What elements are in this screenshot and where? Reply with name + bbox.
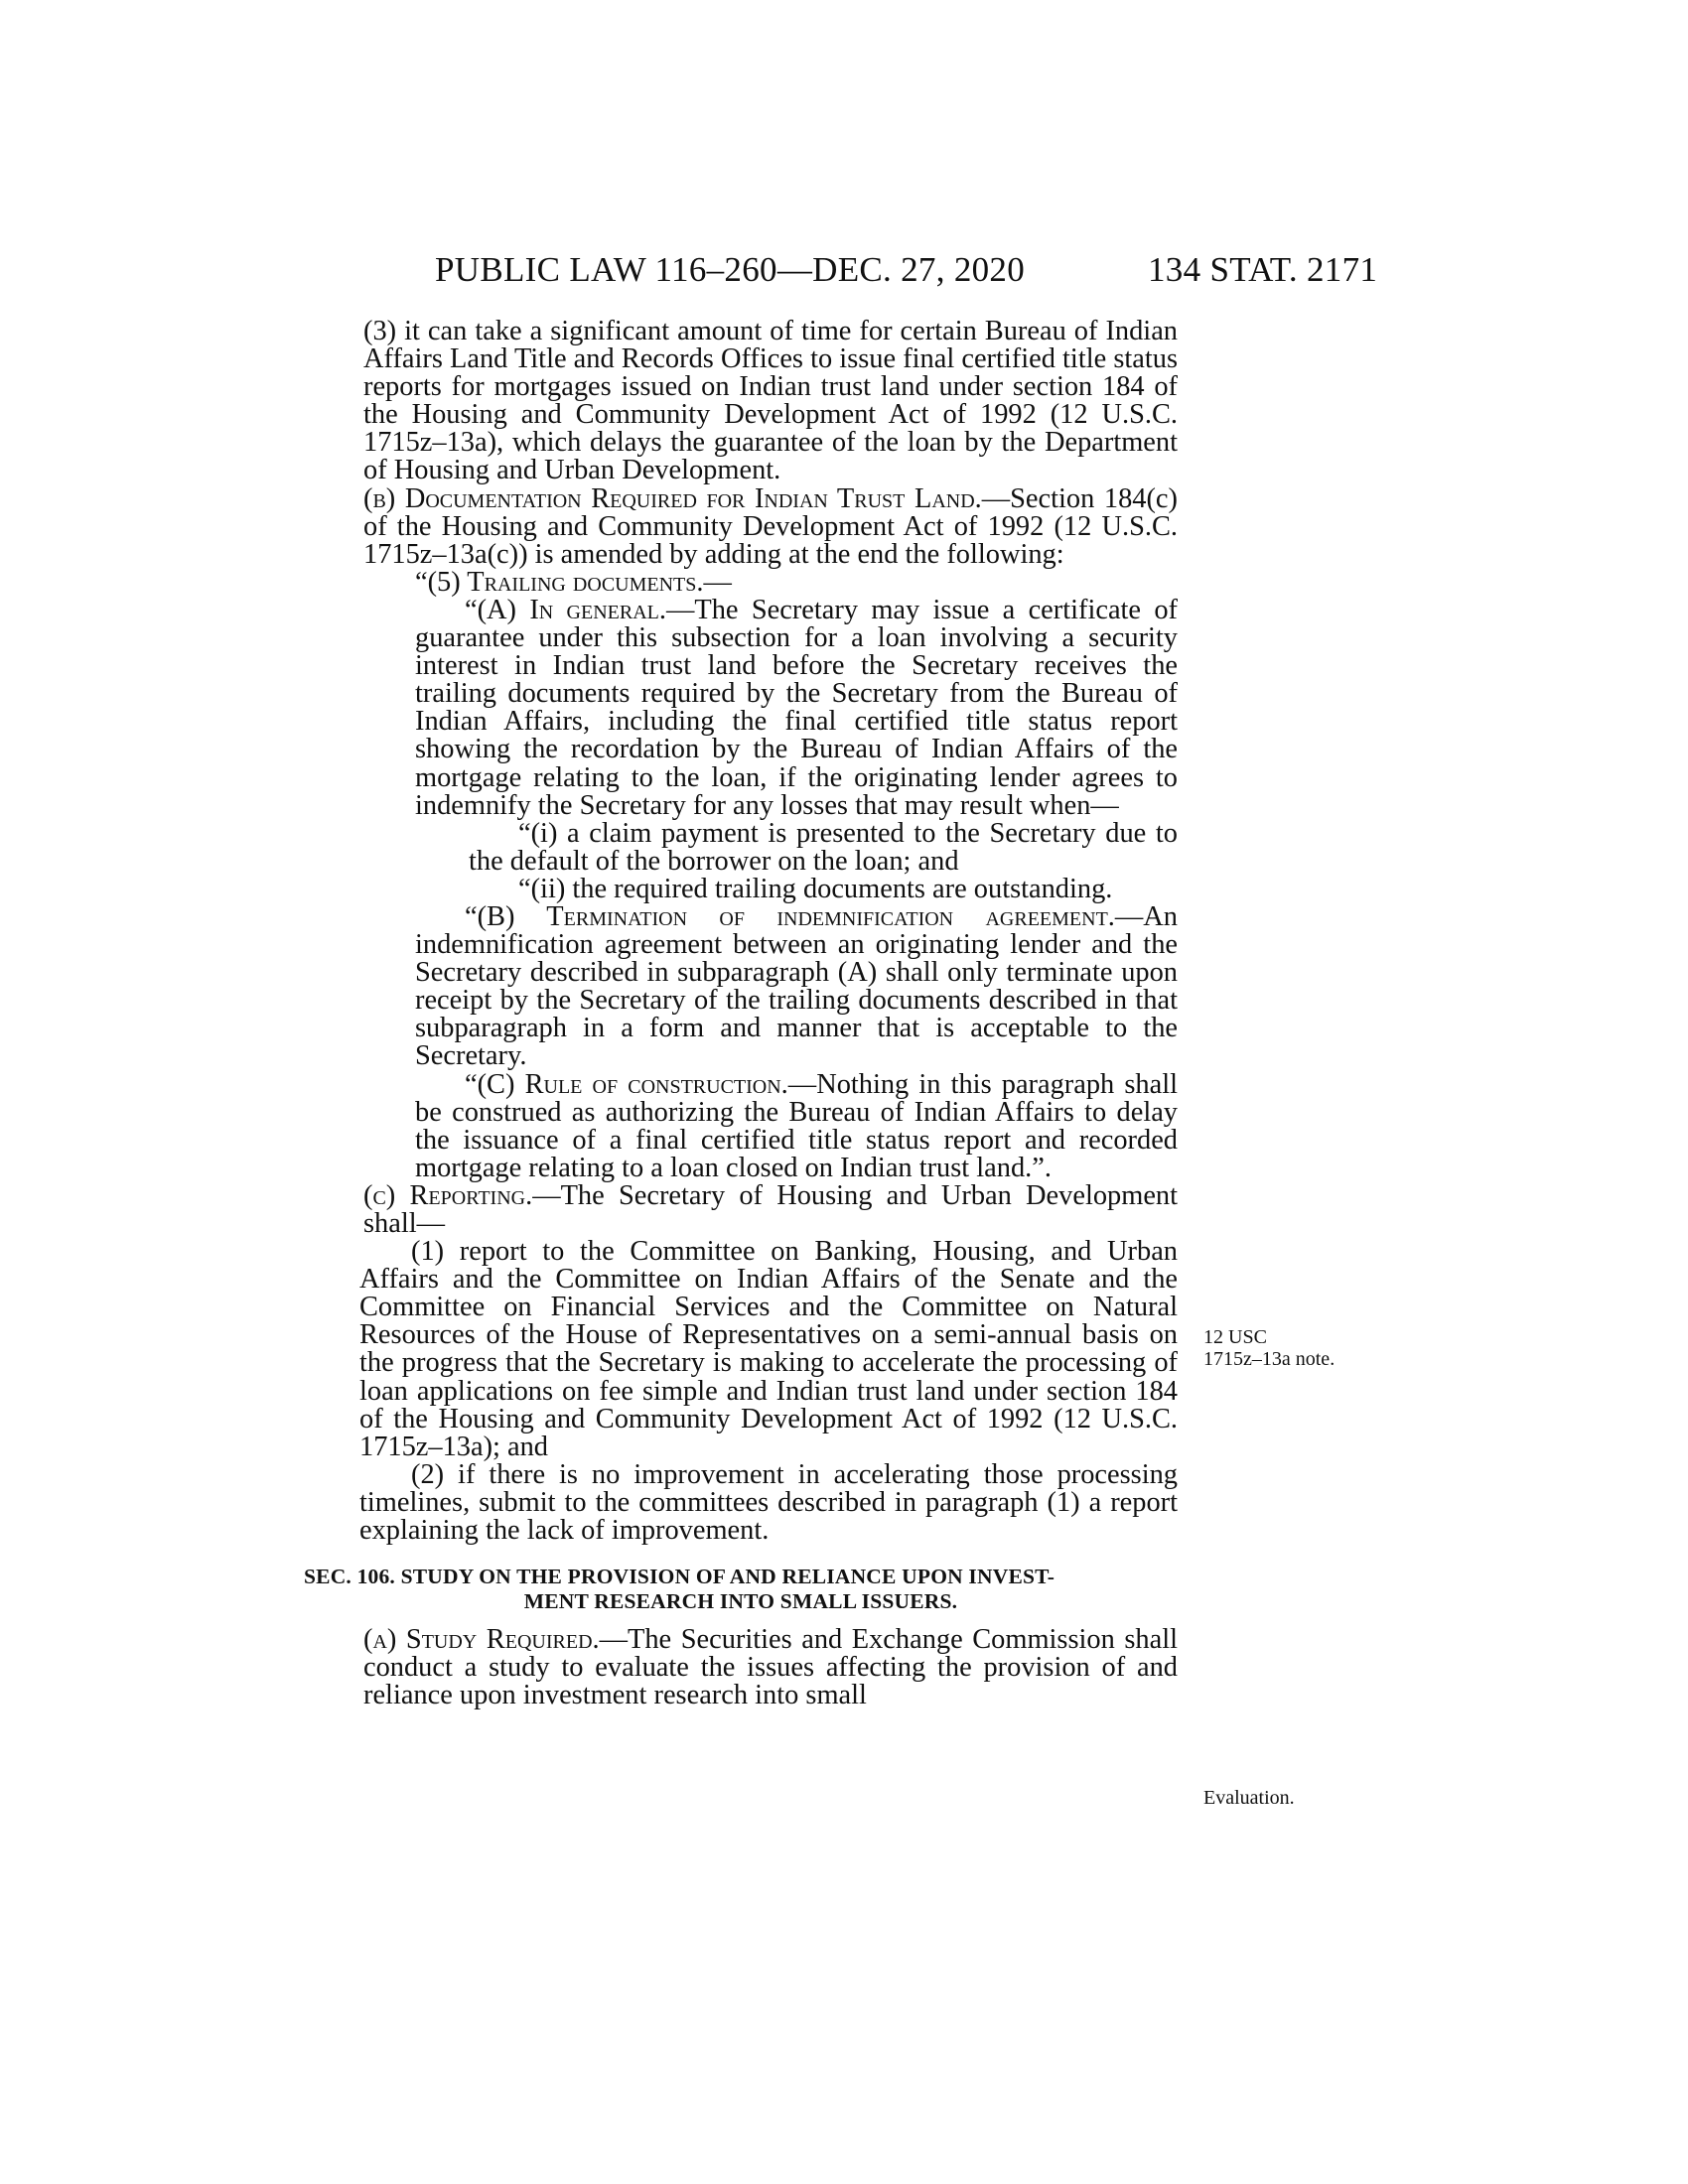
clause-ii: “(ii) the required trailing documents are outstanding.: [518, 873, 1113, 904]
section-106-heading-line2: MENT RESEARCH INTO SMALL ISSUERS.: [523, 1589, 958, 1614]
subsection-b-text: —Section 184(c) of the Housing and Community Development Act of 1992 (12 U.S.C. 1715z–13a(c)) is amended by adding at the end the following:: [363, 482, 1178, 570]
subparagraph-b: [304, 900, 1178, 1072]
subparagraph-c: [304, 1068, 1179, 1183]
clause-i: “(i) a claim payment is presented to the Secretary due to the default of the borrower on the loan; and: [469, 817, 1178, 877]
subsection-b-heading: (b) Documentation Required for Indian Trust Land.: [363, 482, 982, 514]
section-106-heading: [304, 1565, 1178, 1614]
subparagraph-c-heading: “(C) Rule of construction.: [465, 1068, 788, 1100]
paragraph-a3: (3) it can take a significant amount of time for certain Bureau of Indian Affairs Land Title and Records Offices to issue final certified title status reports for mortgages issued on Indian trust land under section 184 of the Housing and Community Development Act of 1992 (12 U.S.C. 1715z–13a), which delays the guarantee of the loan by the Department of Housing and Urban Development.: [363, 316, 1178, 486]
running-header-title: PUBLIC LAW 116–260—DEC. 27, 2020: [435, 250, 1026, 289]
subsection-c-text: —The Secretary of Housing and Urban Development shall—: [363, 1179, 1178, 1239]
subparagraph-a-heading: “(A) In general.: [465, 594, 666, 625]
reporting-item-1: (1) report to the Committee on Banking, Housing, and Urban Affairs and the Committee on Indian Affairs of the Senate and the Committee on Financial Services and the Committee on Natural Resources of the House of Representatives on a semi-annual basis on the progress that the Secretary is making to accelerate the processing of loan applications on fee simple and Indian trust land under section 184 of the Housing and Community Development Act of 1992 (12 U.S.C. 1715z–13a); and: [359, 1236, 1178, 1462]
subsection-c-heading: (c) Reporting.: [363, 1179, 533, 1211]
subparagraph-a-text: —The Secretary may issue a certificate of guarantee under this subsection for a loan involving a security interest in Indian trust land before the Secretary receives the trailing documents required by the Secretary from the Bureau of Indian Affairs, including the final certified title status report showing the recordation by the Bureau of Indian Affairs of the mortgage relating to the loan, if the originating lender agrees to indemnify the Secretary for any losses that may result when—: [415, 594, 1178, 821]
margin-note-usc: [1203, 1326, 1335, 1370]
section-106-heading-line1: SEC. 106. STUDY ON THE PROVISION OF AND RELIANCE UPON INVEST-: [304, 1565, 1055, 1589]
page-stat-number: 134 STAT. 2171: [1148, 250, 1378, 289]
reporting-item-2: (2) if there is no improvement in accelerating those processing timelines, submit to the committees described in paragraph (1) a report explaining the lack of improvement.: [359, 1458, 1178, 1547]
subparagraph-a: [304, 594, 1178, 821]
subparagraph-c-text: —Nothing in this paragraph shall be construed as authorizing the Bureau of Indian Affairs to delay the issuance of a final certified title status report and recorded mortgage relating to a loan closed on Indian trust land.”.: [415, 1068, 1179, 1183]
trailing-documents-heading: “(5) Trailing documents.—: [415, 566, 732, 598]
law-text-body: [304, 318, 1178, 1709]
margin-note-usc-line1: 12 USC: [1203, 1326, 1267, 1348]
margin-note-evaluation: Evaluation.: [1203, 1787, 1295, 1809]
study-required-text: —The Securities and Exchange Commission shall conduct a study to evaluate the issues affecting the provision of and reliance upon investment research into small: [363, 1624, 1178, 1711]
section-106-subsection-a: [304, 1626, 1178, 1709]
subsection-b: [304, 482, 1178, 570]
margin-note-usc-line2: 1715z–13a note.: [1203, 1348, 1336, 1370]
subparagraph-b-text: —An indemnification agreement between an originating lender and the Secretary described in subparagraph (A) shall only terminate upon receipt by the Secretary of the trailing documents described in that subparagraph in a form and manner that is acceptable to the Secretary.: [415, 900, 1178, 1072]
subsection-c: [304, 1179, 1178, 1239]
subparagraph-b-heading: “(B) Termination of indemnification agreement.: [465, 900, 1115, 932]
study-required-heading: (a) Study Required.: [363, 1624, 600, 1656]
